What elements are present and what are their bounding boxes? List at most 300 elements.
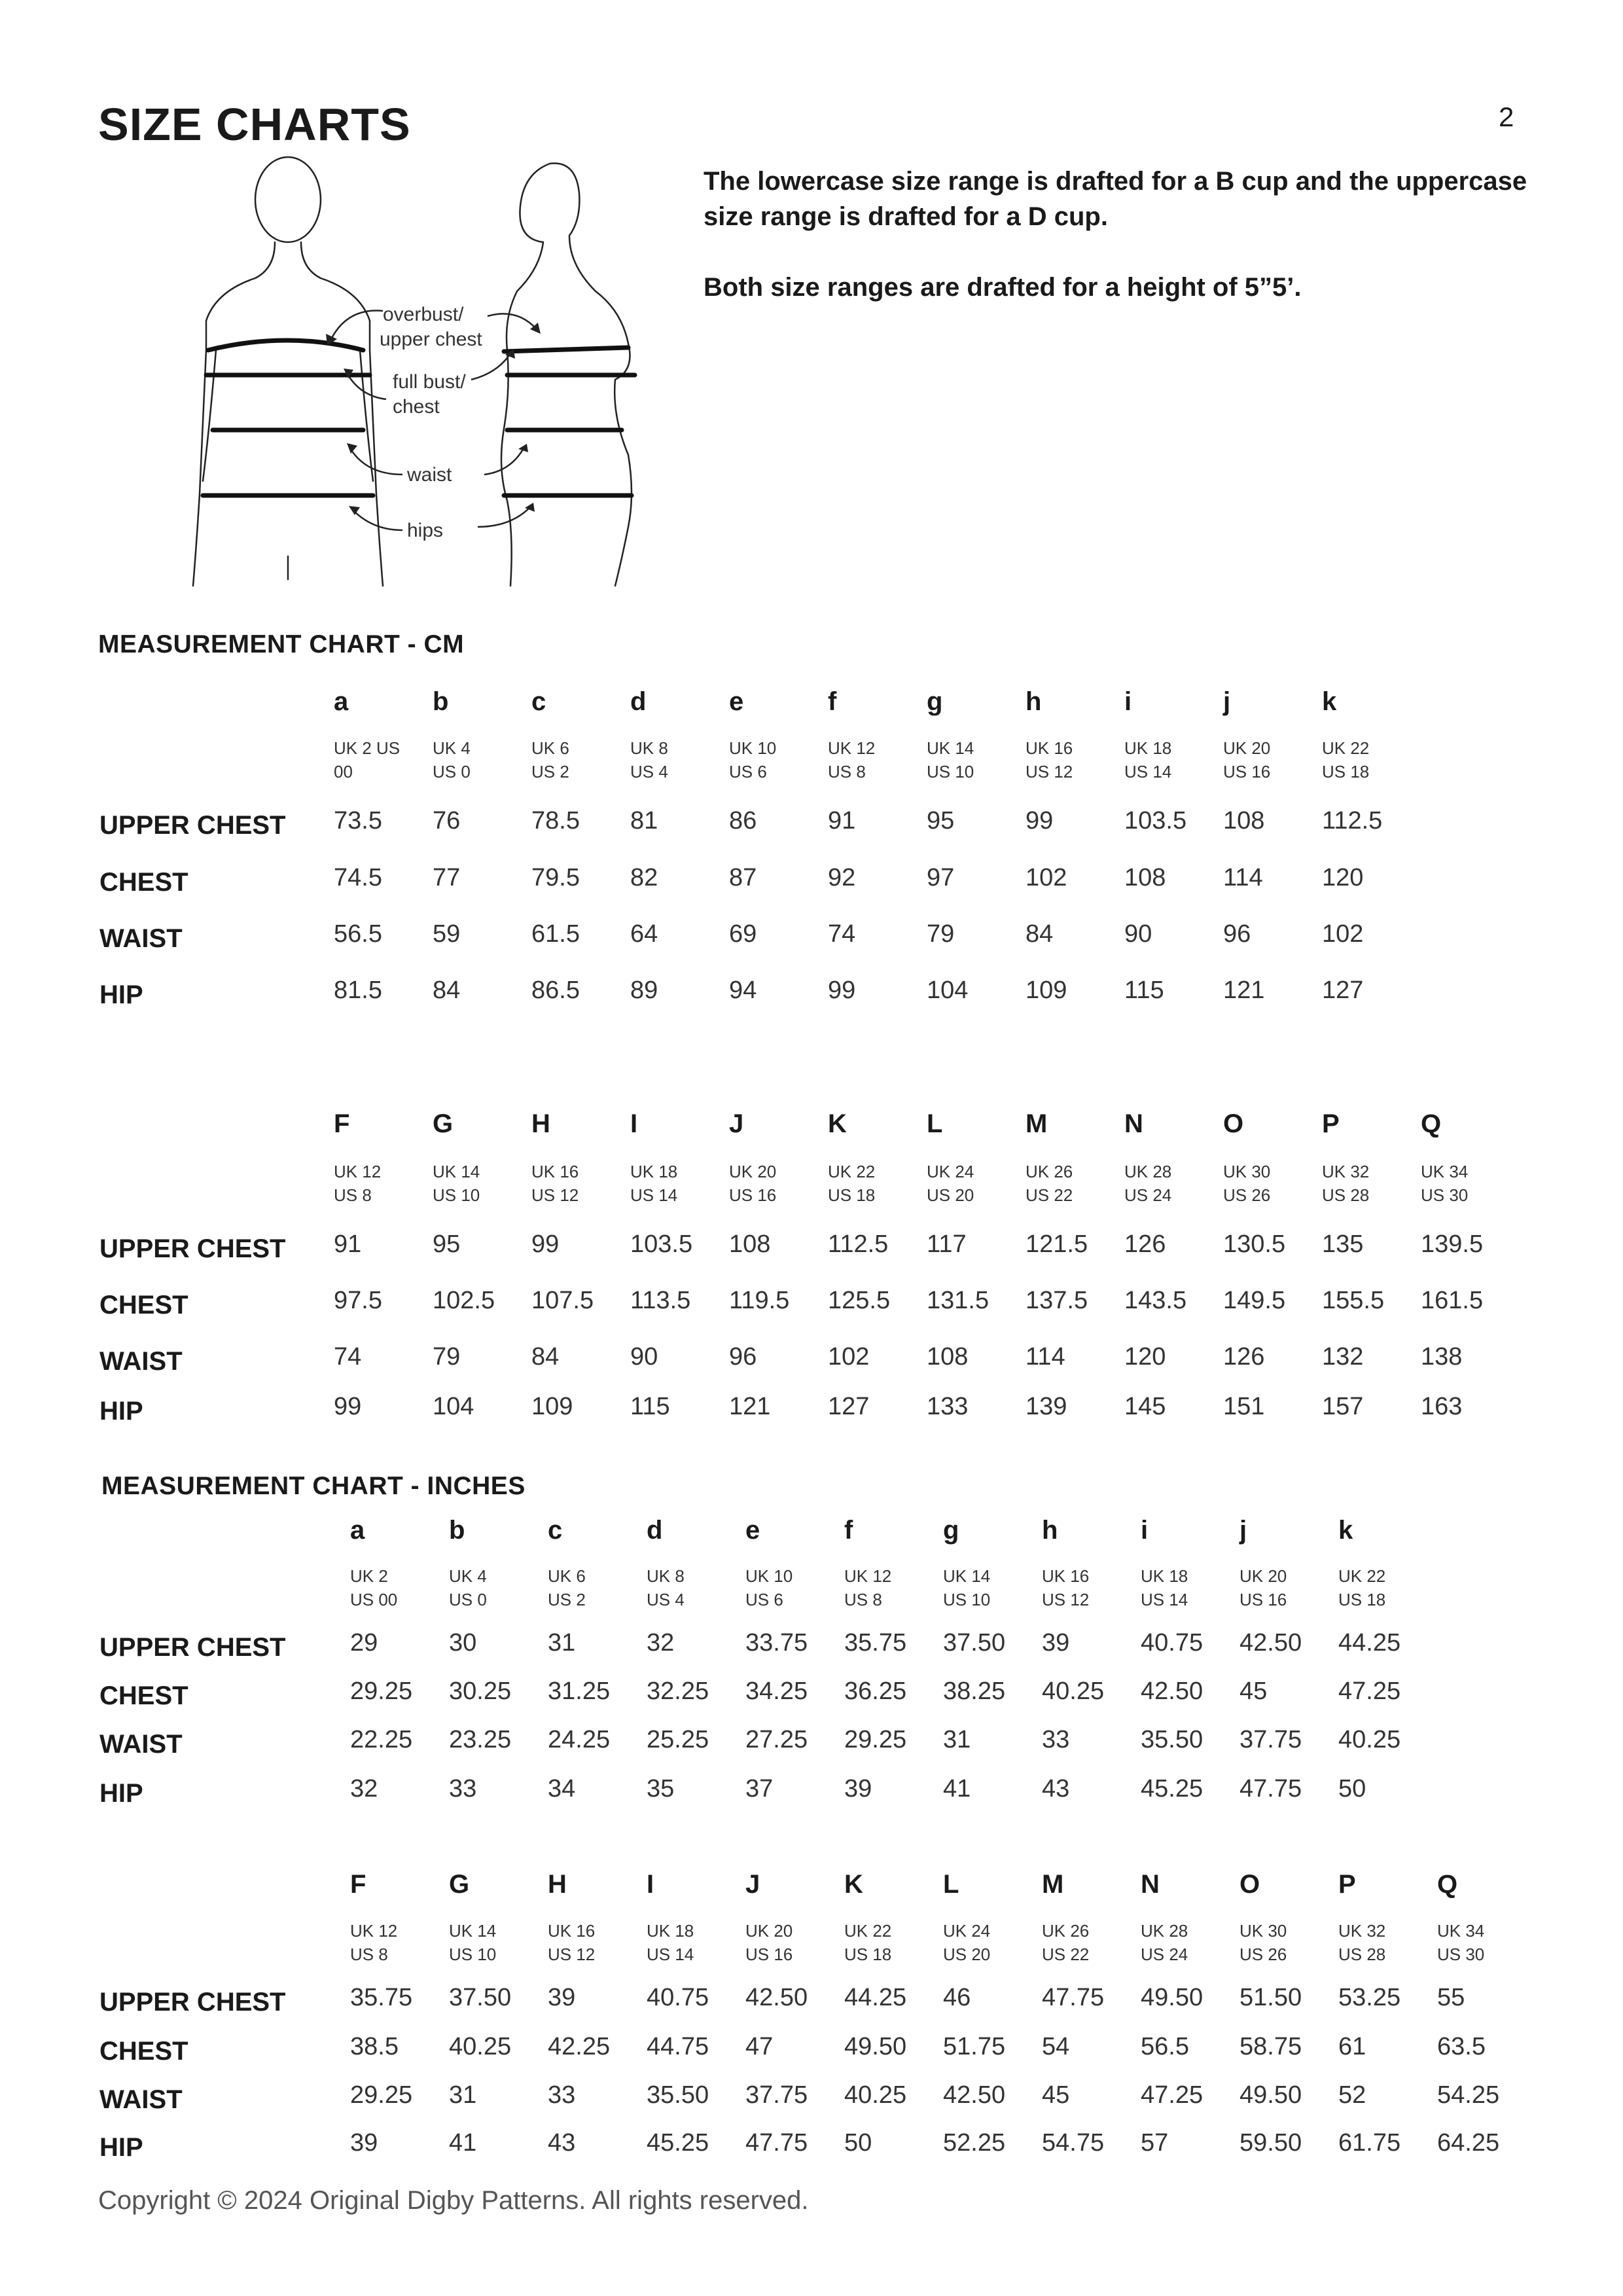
measurement-value: 40.75 [647,1984,709,2011]
size-letter: O [1240,1870,1260,1899]
measurement-value: 42.50 [943,2081,1006,2109]
row-label: HIP [99,1397,143,1426]
measurement-value: 42.50 [1240,1629,1302,1657]
measurement-value: 114 [1223,864,1263,891]
measurement-value: 102.5 [433,1287,495,1314]
size-code-line: US 18 [1338,1590,1386,1609]
measurement-value: 47 [745,2033,774,2060]
measurement-value: 73.5 [334,807,382,834]
size-code-line: US 10 [943,1590,991,1609]
measurement-value: 42.50 [1141,1677,1204,1705]
size-code-line: UK 28 [1141,1921,1188,1941]
size-code [927,736,974,783]
row-label: HIP [99,980,143,1009]
measurement-value: 74.5 [334,864,382,891]
front-head-outline [255,157,321,242]
size-letter: G [433,1109,454,1138]
intro-height-note: Both size ranges are drafted for a height of 5”5’. [704,273,1302,302]
measurement-value: 114 [1026,1343,1065,1371]
measurement-value: 163 [1421,1393,1463,1420]
row-label: HIP [99,2133,143,2162]
measurement-value: 24.25 [548,1726,611,1753]
measurement-value: 145 [1124,1393,1166,1420]
measurement-value: 33 [548,2081,576,2109]
size-code-line: UK 34 [1421,1162,1469,1181]
arrow-waist-side [484,448,524,475]
size-code-line: US 24 [1124,1185,1172,1205]
label-full-bust: full bust/ [393,371,466,393]
front-overbust-line [208,340,363,350]
size-letter: K [844,1870,863,1899]
size-code-line: UK 10 [745,1566,793,1586]
measurement-value: 95 [433,1230,461,1258]
measurement-value: 35.50 [647,2081,709,2109]
size-code-line: UK 20 [1240,1566,1287,1586]
size-code-line: US 4 [647,1590,685,1609]
size-code-line: UK 12 [350,1921,398,1941]
size-letter: L [943,1870,959,1899]
size-code-line: UK 10 [729,738,777,758]
size-letter: G [449,1870,470,1899]
measurement-value: 47.75 [1240,1775,1302,1803]
copyright-footer: Copyright © 2024 Original Digby Patterns. All rights reserved. [98,2186,809,2215]
size-code-line: UK 18 [1141,1566,1188,1586]
size-code-line: US 6 [745,1590,783,1609]
measurement-value: 33 [1042,1726,1070,1753]
size-letter: M [1042,1870,1064,1899]
size-letter: F [350,1870,366,1899]
size-code-line: UK 14 [449,1921,497,1941]
measurement-value: 34 [548,1775,576,1803]
measurement-value: 64 [630,920,658,948]
size-code-line: UK 24 [927,1162,974,1181]
arrow-hip-side [478,507,530,527]
size-code [334,1160,381,1207]
row-label: WAIST [99,1347,183,1376]
measurement-value: 151 [1223,1393,1265,1420]
size-letter: k [1322,687,1337,716]
measurement-value: 37.75 [1240,1726,1302,1753]
size-code-line: UK 12 [828,738,876,758]
measurement-value: 117 [927,1230,967,1258]
size-code-line: US 22 [1042,1945,1090,1964]
measurement-value: 74 [828,920,856,948]
size-code-line: UK 16 [1026,738,1073,758]
size-letter: j [1223,687,1231,716]
measurement-value: 74 [334,1343,362,1371]
size-letter: c [531,687,546,716]
measurement-value: 126 [1124,1230,1166,1258]
size-code-line: UK 18 [647,1921,694,1941]
size-code-line: UK 16 [531,1162,579,1181]
measurement-value: 108 [729,1230,771,1258]
measurement-value: 95 [927,807,955,834]
size-letter: b [449,1516,465,1545]
measurement-value: 81.5 [334,977,382,1004]
size-code [1421,1160,1468,1207]
size-letter: I [647,1870,654,1899]
size-code-line: UK 22 [1322,738,1370,758]
measurement-value: 139.5 [1421,1230,1484,1258]
size-code-line: US 6 [729,762,767,781]
measurement-value: 91 [334,1230,362,1258]
size-letter: g [943,1516,959,1545]
size-code [334,736,400,783]
measurement-value: 99 [1026,807,1054,834]
size-code-line: US 26 [1223,1185,1271,1205]
measurement-value: 27.25 [745,1726,808,1753]
size-code-line: UK 22 [844,1921,892,1941]
size-code-line: UK 30 [1223,1162,1271,1181]
measurement-value: 39 [844,1775,872,1803]
label-chest: chest [393,396,440,418]
measurement-value: 121 [729,1393,771,1420]
size-letter: Q [1421,1109,1442,1138]
measurement-value: 56.5 [334,920,382,948]
size-code [828,1160,875,1207]
measurement-value: 137.5 [1026,1287,1088,1314]
measurement-value: 37 [745,1775,774,1803]
size-code-line: UK 30 [1240,1921,1287,1941]
size-code [531,1160,579,1207]
measurement-value: 47.75 [1042,1984,1105,2011]
measurement-value: 82 [630,864,658,891]
size-code-line: US 00 [350,1590,398,1609]
measurement-value: 61.75 [1338,2129,1401,2157]
measurement-value: 31.25 [548,1677,611,1705]
measurement-value: 84 [433,977,461,1004]
size-code-line: UK 24 [943,1921,991,1941]
size-code [1322,1160,1369,1207]
measurement-value: 108 [1223,807,1265,834]
size-code [630,1160,677,1207]
measurement-value: 31 [548,1629,576,1657]
row-label: UPPER CHEST [99,1988,286,2017]
size-code [1338,1919,1385,1966]
measurement-value: 108 [927,1343,969,1371]
section-title-inches: MEASUREMENT CHART - INCHES [101,1472,526,1500]
size-code-line: US 14 [647,1945,694,1964]
size-code-line: UK 16 [1042,1566,1090,1586]
measurement-value: 109 [1026,977,1067,1004]
measurement-value: 38.5 [350,2033,399,2060]
size-code [745,1564,793,1611]
size-code-line: US 14 [630,1185,678,1205]
size-letter: J [745,1870,760,1899]
measurement-value: 59 [433,920,461,948]
measurement-value: 86.5 [531,977,580,1004]
measurement-value: 79 [927,920,955,948]
measurement-value: 32 [350,1775,378,1803]
measurement-value: 42.50 [745,1984,808,2011]
measurement-value: 132 [1322,1343,1364,1371]
measurement-value: 39 [1042,1629,1070,1657]
measurement-value: 104 [927,977,969,1004]
measurement-value: 79 [433,1343,461,1371]
section-title-cm: MEASUREMENT CHART - CM [98,630,465,658]
measurement-value: 87 [729,864,757,891]
row-label: CHEST [99,1291,188,1319]
measurement-value: 125.5 [828,1287,891,1314]
measurement-value: 46 [943,1984,971,2011]
size-code [548,1564,586,1611]
measurement-value: 112.5 [828,1230,889,1258]
measurement-value: 49.50 [1240,2081,1302,2109]
size-code [548,1919,595,1966]
side-overbust-line [504,348,628,351]
measurement-value: 29.25 [350,2081,413,2109]
row-label: CHEST [99,868,188,897]
size-code [844,1919,891,1966]
size-letter: d [630,687,647,716]
measurement-value: 84 [531,1343,560,1371]
size-letter: c [548,1516,563,1545]
measurement-value: 64.25 [1437,2129,1500,2157]
size-code-line: UK 32 [1322,1162,1370,1181]
size-letter: k [1338,1516,1353,1545]
measurement-value: 119.5 [729,1287,790,1314]
measurement-value: 36.25 [844,1677,907,1705]
measurement-value: 30.25 [449,1677,512,1705]
size-letter: e [729,687,744,716]
measurement-value: 121.5 [1026,1230,1088,1258]
intro-text [704,164,1580,340]
size-code-line: US 30 [1437,1945,1485,1964]
measurement-value: 61.5 [531,920,580,948]
row-label: WAIST [99,2085,183,2114]
measurement-value: 161.5 [1421,1287,1484,1314]
measurement-value: 44.25 [1338,1629,1401,1657]
size-letter: i [1124,687,1132,716]
size-code-line: UK 20 [729,1162,777,1181]
measurement-value: 127 [1322,977,1364,1004]
size-code-line: US 2 [548,1590,586,1609]
size-code-line: UK 16 [548,1921,596,1941]
measurement-value: 32.25 [647,1677,709,1705]
measurement-value: 94 [729,977,757,1004]
size-code-line: UK 6 [548,1566,586,1586]
size-code [449,1564,487,1611]
size-code-line: UK 14 [927,738,974,758]
size-code-line: US 8 [350,1945,388,1964]
size-letter: f [828,687,837,716]
arrowhead-hip-front [349,506,360,515]
measurement-value: 131.5 [927,1287,990,1314]
size-code [350,1564,397,1611]
size-letter: J [729,1109,744,1138]
size-code-line: UK 26 [1026,1162,1073,1181]
measurement-value: 138 [1421,1343,1463,1371]
measurement-value: 43 [1042,1775,1070,1803]
size-letter: f [844,1516,853,1545]
measurement-value: 57 [1141,2129,1169,2157]
measurement-value: 115 [630,1393,670,1420]
measurement-value: 52 [1338,2081,1366,2109]
size-code-line: US 22 [1026,1185,1073,1205]
size-code [729,1160,776,1207]
intro-cup-note: The lowercase size range is drafted for a B cup and the uppercase size range is drafted for a D cup. [704,167,1527,231]
measurement-value: 31 [449,2081,477,2109]
size-letter: F [334,1109,350,1138]
measurement-value: 35.75 [844,1629,907,1657]
measurement-value: 86 [729,807,757,834]
size-code-line: UK 18 [1124,738,1172,758]
size-code-line: UK 8 [647,1566,685,1586]
measurement-value: 29.25 [844,1726,907,1753]
size-code-line: UK 20 [745,1921,793,1941]
measurement-value: 157 [1322,1393,1364,1420]
size-letter: N [1141,1870,1160,1899]
size-code-line: US 10 [927,762,974,781]
size-letter: M [1026,1109,1048,1138]
label-waist: waist [407,464,452,486]
measurement-value: 38.25 [943,1677,1006,1705]
size-code [1124,1160,1171,1207]
size-code-line: UK 20 [1223,738,1271,758]
measurement-value: 77 [433,864,461,891]
size-code-line: US 24 [1141,1945,1188,1964]
measurement-value: 56.5 [1141,2033,1189,2060]
row-label: UPPER CHEST [99,1633,286,1662]
size-letter: a [334,687,349,716]
size-code [1124,736,1171,783]
size-code-line: US 26 [1240,1945,1287,1964]
row-label: UPPER CHEST [99,1234,286,1263]
label-upper-chest: upper chest [380,329,482,350]
size-code [531,736,569,783]
row-label: WAIST [99,924,183,953]
size-code [1042,1564,1089,1611]
size-code [1437,1919,1484,1966]
measurement-value: 76 [433,807,461,834]
size-code-line: US 0 [449,1590,487,1609]
measurement-value: 113.5 [630,1287,691,1314]
size-code [1141,1919,1188,1966]
measurement-value: 40.25 [449,2033,512,2060]
measurement-value: 108 [1124,864,1166,891]
arrow-overbust-side [488,314,537,329]
measurement-value: 61 [1338,2033,1366,2060]
measurement-value: 50 [1338,1775,1366,1803]
size-code-line: UK 12 [844,1566,892,1586]
size-code-line: US 2 [531,762,569,781]
size-code-line: US 12 [1026,762,1073,781]
measurement-value: 97 [927,864,955,891]
size-code-line: UK 34 [1437,1921,1485,1941]
measurement-value: 49.50 [1141,1984,1204,2011]
measurement-value: 42.25 [548,2033,611,2060]
measurement-value: 59.50 [1240,2129,1302,2157]
size-code-line: US 14 [1124,762,1172,781]
measurement-value: 23.25 [449,1726,512,1753]
size-code [844,1564,891,1611]
measurement-value: 49.50 [844,2033,907,2060]
size-code [943,1919,990,1966]
size-code-line: UK 32 [1338,1921,1386,1941]
size-letter: N [1124,1109,1143,1138]
row-label: CHEST [99,1681,188,1710]
size-code [1141,1564,1188,1611]
measurement-value: 35.75 [350,1984,413,2011]
measurement-value: 120 [1124,1343,1166,1371]
measurement-value: 47.25 [1141,2081,1204,2109]
measurement-value: 103.5 [630,1230,693,1258]
measurement-value: 63.5 [1437,2033,1486,2060]
size-code-line: UK 2 US [334,738,401,758]
size-code [927,1160,974,1207]
size-letter: d [647,1516,663,1545]
size-letter: I [630,1109,638,1138]
page-number: 2 [1499,101,1514,132]
size-code [1240,1564,1287,1611]
measurement-value: 51.50 [1240,1984,1302,2011]
measurement-value: 78.5 [531,807,580,834]
measurement-value: 99 [531,1230,560,1258]
size-code-line: UK 22 [1338,1566,1386,1586]
size-code-line: UK 14 [433,1162,480,1181]
front-body-outline [193,242,383,586]
size-letter: K [828,1109,847,1138]
size-code [1240,1919,1287,1966]
measurement-value: 39 [548,1984,576,2011]
size-code-line: US 18 [828,1185,876,1205]
measurement-value: 89 [630,977,658,1004]
size-letter: i [1141,1516,1149,1545]
size-letter: H [531,1109,550,1138]
measurement-value: 43 [548,2129,576,2157]
measurement-value: 121 [1223,977,1265,1004]
size-code-line: US 12 [1042,1590,1090,1609]
measurement-value: 120 [1322,864,1364,891]
arrow-fullbust-side [471,353,510,380]
measurement-value: 96 [1223,920,1251,948]
label-hips: hips [407,520,444,541]
measurement-value: 45 [1240,1677,1268,1705]
measurement-value: 143.5 [1124,1287,1187,1314]
size-code [729,736,776,783]
measurement-value: 40.75 [1141,1629,1204,1657]
measurement-value: 127 [828,1393,870,1420]
size-letter: Q [1437,1870,1458,1899]
measurement-value: 45.25 [1141,1775,1204,1803]
size-code-line: UK 12 [334,1162,382,1181]
measurement-value: 54.75 [1042,2129,1105,2157]
size-letter: j [1240,1516,1247,1545]
size-code-line: US 4 [630,762,668,781]
size-letter: b [433,687,449,716]
measurement-value: 44.75 [647,2033,709,2060]
measurement-value: 109 [531,1393,573,1420]
measurement-value: 69 [729,920,757,948]
size-code-line: UK 8 [630,738,668,758]
measurement-value: 99 [334,1393,362,1420]
arrowhead-waist-front [347,443,357,454]
size-letter: P [1322,1109,1340,1138]
measurement-value: 50 [844,2129,872,2157]
size-code-line: UK 28 [1124,1162,1172,1181]
page-title: SIZE CHARTS [98,99,411,150]
measurement-value: 47.75 [745,2129,808,2157]
size-code-line: UK 6 [531,738,569,758]
size-code [350,1919,397,1966]
measurement-value: 103.5 [1124,807,1187,834]
size-letter: L [927,1109,943,1138]
measurement-value: 37.75 [745,2081,808,2109]
arrow-waist-front [350,448,402,475]
measurement-value: 33.75 [745,1629,808,1657]
measurement-value: 47.25 [1338,1677,1401,1705]
measurement-value: 32 [647,1629,675,1657]
